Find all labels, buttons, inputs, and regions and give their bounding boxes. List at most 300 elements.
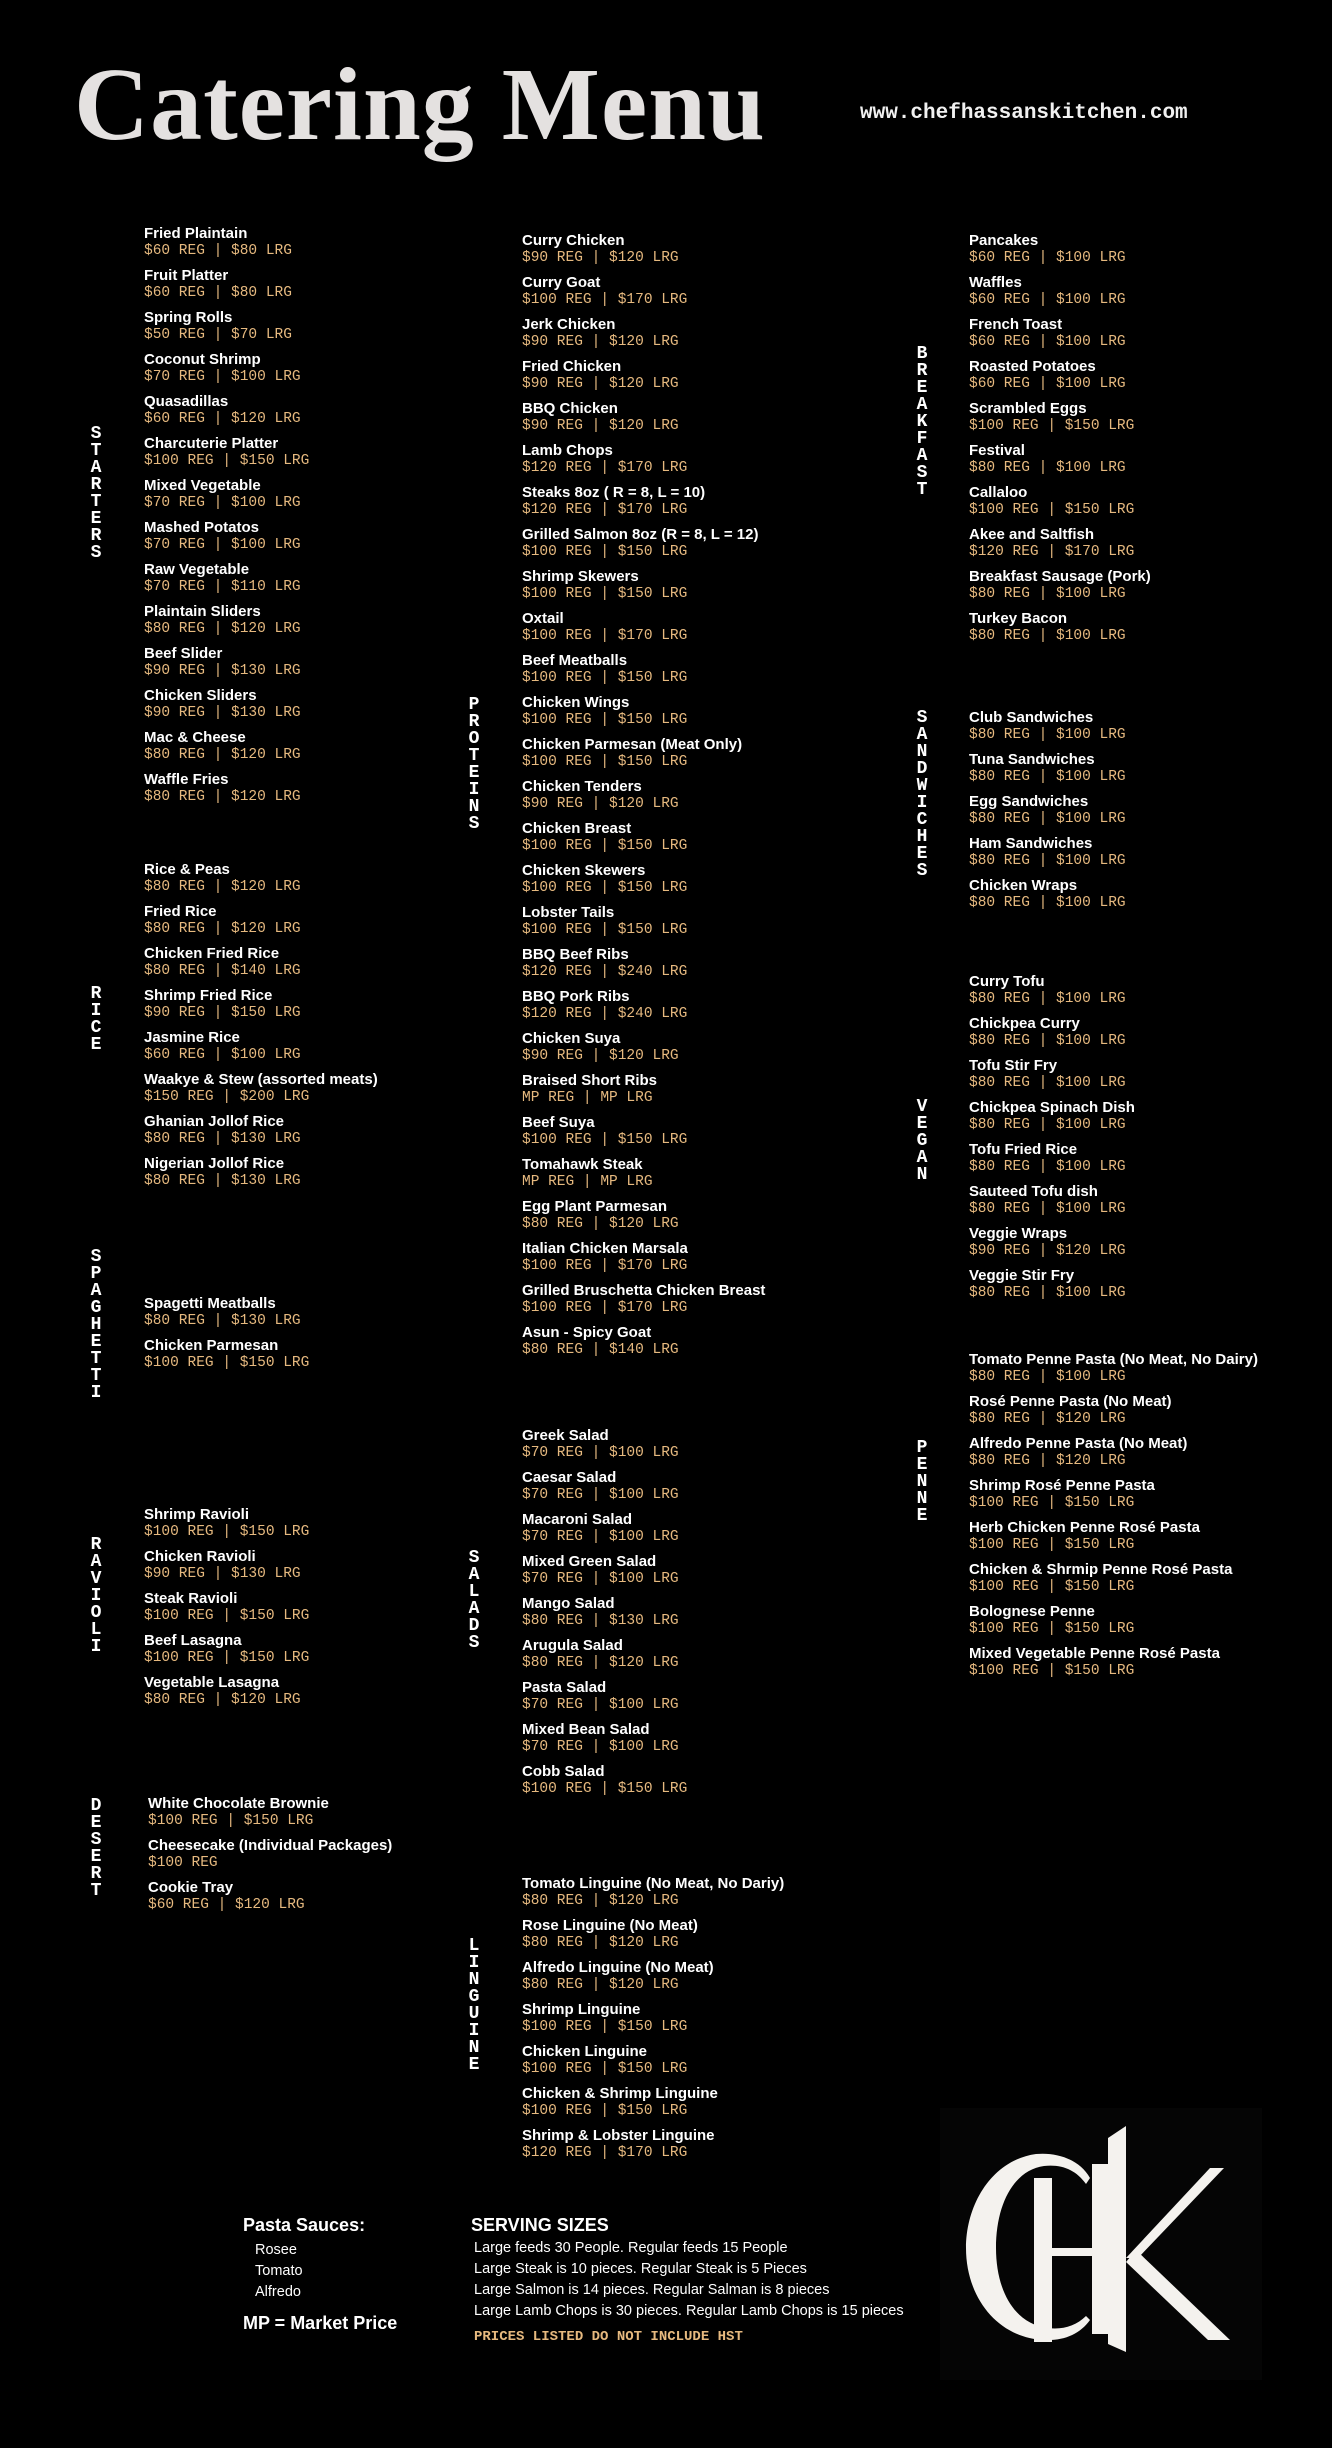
section-label-letter: T [90,492,102,512]
menu-item [148,1837,392,1879]
section-label-rice [86,985,106,1053]
menu-item [522,862,765,904]
menu-item-price: $100 REG | $150 LRG [522,2061,688,2077]
menu-item [522,1156,765,1198]
section-label-letter: G [90,1298,102,1318]
menu-item-price: $80 REG | $100 LRG [969,727,1126,743]
section-label-letter: A [468,1599,480,1619]
menu-item [522,1511,687,1553]
menu-item-name: Ghanian Jollof Rice [144,1113,285,1130]
menu-item-price: $100 REG | $150 LRG [522,922,688,938]
menu-item [144,1029,378,1071]
menu-item [522,1917,784,1959]
menu-item-name: Ham Sandwiches [969,835,1093,852]
menu-item-price: $60 REG | $100 LRG [144,1047,301,1063]
section-label-letter: D [468,1616,480,1636]
menu-item-name: Chicken Breast [522,820,632,837]
section-label-letter: V [90,1569,102,1589]
section-label-letter: L [468,1936,480,1956]
section-label-letter: E [916,844,928,864]
menu-item-name: Tomato Penne Pasta (No Meat, No Dairy) [969,1351,1258,1368]
menu-item-price: $100 REG | $150 LRG [969,418,1135,434]
section-label-letter: N [916,742,928,762]
section-label-letter: T [916,480,928,500]
section-label-letter: D [916,759,928,779]
menu-item-name: Italian Chicken Marsala [522,1240,688,1257]
section-label-letter: N [468,797,480,817]
menu-item [969,1393,1258,1435]
menu-item-price: $120 REG | $170 LRG [522,502,688,518]
menu-item-price: $100 REG | $150 LRG [522,2019,688,2035]
menu-item-price: $60 REG | $80 LRG [144,243,292,259]
menu-item [969,751,1126,793]
menu-item-name: Cobb Salad [522,1763,605,1780]
menu-item [969,1057,1135,1099]
section-label-letter: A [916,395,928,415]
menu-item-price: $80 REG | $120 LRG [144,747,301,763]
menu-item-name: Asun - Spicy Goat [522,1324,652,1341]
menu-item-name: Mixed Vegetable [144,477,261,494]
menu-item [522,1553,687,1595]
menu-item-name: Shrimp Skewers [522,568,639,585]
menu-item-name: Macaroni Salad [522,1511,633,1528]
menu-item-price: $90 REG | $120 LRG [522,376,679,392]
menu-item [144,1674,309,1716]
menu-item [522,778,765,820]
section-label-letter: T [90,1366,102,1386]
menu-item [144,519,309,561]
menu-item-name: Braised Short Ribs [522,1072,658,1089]
menu-item [969,1645,1258,1687]
section-label-letter: H [916,827,928,847]
menu-item-name: Quasadillas [144,393,229,410]
menu-item [969,358,1151,400]
menu-item [144,309,309,351]
serving-size-line: Large Salmon is 14 pieces. Regular Salman is 8 pieces [474,2282,830,2298]
menu-item-name: White Chocolate Brownie [148,1795,329,1812]
menu-item-name: Spring Rolls [144,309,233,326]
menu-item [144,351,309,393]
menu-item-name: Pasta Salad [522,1679,607,1696]
menu-item [522,232,765,274]
section-label-letter: E [916,378,928,398]
section-label-linguine [464,1937,484,2073]
menu-item-price: $80 REG | $120 LRG [522,1977,679,1993]
menu-item-price: $80 REG | $130 LRG [522,1613,679,1629]
menu-item [969,1519,1258,1561]
menu-item-price: $80 REG | $100 LRG [969,1033,1126,1049]
menu-item-name: Fried Plaintain [144,225,248,242]
menu-item-name: Tomahawk Steak [522,1156,643,1173]
menu-item [522,652,765,694]
menu-item-price: $90 REG | $120 LRG [522,334,679,350]
menu-item-name: Mango Salad [522,1595,615,1612]
menu-item [969,709,1126,751]
menu-item-price: $80 REG | $120 LRG [144,921,301,937]
menu-item-name: Akee and Saltfish [969,526,1095,543]
menu-item [522,610,765,652]
menu-item-price: $100 REG | $170 LRG [522,292,688,308]
menu-item-price: $90 REG | $150 LRG [144,1005,301,1021]
menu-item [969,610,1151,652]
menu-item-name: Shrimp Rosé Penne Pasta [969,1477,1155,1494]
section-label-letter: S [90,424,102,444]
menu-item [522,1030,765,1072]
menu-item [522,988,765,1030]
menu-item-price: $100 REG | $150 LRG [144,1650,310,1666]
menu-item-price: $60 REG | $80 LRG [144,285,292,301]
chk-monogram-logo [940,2108,1262,2380]
menu-item-name: Egg Plant Parmesan [522,1198,668,1215]
pasta-sauce: Alfredo [255,2284,301,2300]
menu-item-name: BBQ Beef Ribs [522,946,629,963]
menu-item [522,736,765,778]
section-label-letter: I [468,1953,480,1973]
menu-item-price: $90 REG | $120 LRG [522,1048,679,1064]
menu-item-price: $70 REG | $100 LRG [144,537,301,553]
menu-item-name: Chicken Parmesan [144,1337,279,1354]
menu-item-name: Spagetti Meatballs [144,1295,276,1312]
section-items-salads [522,1427,687,1805]
menu-item [969,1141,1135,1183]
menu-item-name: Pancakes [969,232,1039,249]
section-label-letter: I [916,793,928,813]
section-items-proteins [522,232,765,1366]
serving-size-line: Large Steak is 10 pieces. Regular Steak is 5 Pieces [474,2261,807,2277]
section-label-letter: R [90,475,102,495]
menu-item-name: Mac & Cheese [144,729,246,746]
menu-item-price: $100 REG | $150 LRG [522,586,688,602]
menu-item [969,877,1126,919]
section-label-letter: F [916,429,928,449]
section-label-letter: N [916,1472,928,1492]
menu-item-name: Breakfast Sausage (Pork) [969,568,1151,585]
section-label-letter: T [90,441,102,461]
menu-item-name: Chicken Fried Rice [144,945,280,962]
menu-item-price: $70 REG | $100 LRG [144,369,301,385]
menu-item-price: $120 REG | $170 LRG [969,544,1135,560]
menu-item-name: Arugula Salad [522,1637,623,1654]
menu-item-name: Caesar Salad [522,1469,617,1486]
menu-item-price: $100 REG | $150 LRG [969,1663,1135,1679]
menu-item-price: $70 REG | $100 LRG [522,1697,679,1713]
menu-item-price: $60 REG | $120 LRG [144,411,301,427]
menu-item-name: Tomato Linguine (No Meat, No Dariy) [522,1875,785,1892]
menu-item [969,1225,1135,1267]
menu-item-name: Shrimp Ravioli [144,1506,250,1523]
menu-item-name: Scrambled Eggs [969,400,1087,417]
menu-item [522,274,765,316]
menu-item-price: $60 REG | $100 LRG [969,250,1126,266]
menu-item-price: $120 REG | $170 LRG [522,2145,688,2161]
menu-item-price: $100 REG | $150 LRG [522,712,688,728]
menu-item [144,645,309,687]
menu-item-price: $100 REG | $150 LRG [522,880,688,896]
menu-item [522,1240,765,1282]
pasta-sauce: Tomato [255,2263,303,2279]
section-label-letter: E [916,1506,928,1526]
menu-item-price: $80 REG | $130 LRG [144,1173,301,1189]
menu-item-price: $80 REG | $100 LRG [969,586,1126,602]
section-label-letter: T [90,1881,102,1901]
menu-item-price: $70 REG | $100 LRG [522,1571,679,1587]
menu-item [522,1072,765,1114]
section-label-spaghetti [86,1248,106,1401]
menu-item-price: $60 REG | $100 LRG [969,292,1126,308]
menu-item-price: $90 REG | $130 LRG [144,1566,301,1582]
menu-item [522,904,765,946]
menu-item-price: $80 REG | $100 LRG [969,1201,1126,1217]
menu-item-name: Lamb Chops [522,442,613,459]
menu-item [144,1590,309,1632]
menu-item-name: Mixed Vegetable Penne Rosé Pasta [969,1645,1220,1662]
menu-item-name: Curry Chicken [522,232,625,249]
section-label-letter: R [90,526,102,546]
menu-item-name: Bolognese Penne [969,1603,1095,1620]
section-items-penne [969,1351,1258,1687]
section-label-letter: R [90,1864,102,1884]
section-label-letter: G [468,1987,480,2007]
section-label-salads [464,1549,484,1651]
menu-item-name: Steak Ravioli [144,1590,238,1607]
menu-item [522,1959,784,2001]
menu-item-price: $120 REG | $170 LRG [522,460,688,476]
menu-item [969,400,1151,442]
serving-sizes-heading: SERVING SIZES [471,2215,609,2235]
section-label-letter: T [90,1349,102,1369]
menu-item [144,603,309,645]
menu-item-name: Mixed Bean Salad [522,1721,650,1738]
menu-item-price: $90 REG | $130 LRG [144,663,301,679]
menu-item [969,1477,1258,1519]
menu-item [144,1295,309,1337]
menu-item [144,477,309,519]
menu-item [144,225,309,267]
menu-item-name: Egg Sandwiches [969,793,1089,810]
section-label-vegan [912,1098,932,1183]
menu-item-price: $100 REG | $150 LRG [522,1132,688,1148]
section-label-letter: G [916,1131,928,1151]
section-label-ravioli [86,1536,106,1655]
menu-item-price: $100 REG [148,1855,218,1871]
menu-item-name: Chicken Ravioli [144,1548,256,1565]
section-label-letter: L [468,1582,480,1602]
menu-item-price: $80 REG | $100 LRG [969,1159,1126,1175]
section-label-letter: E [468,763,480,783]
menu-item [522,1595,687,1637]
menu-item-price: $80 REG | $100 LRG [969,1369,1126,1385]
section-label-letter: O [468,729,480,749]
menu-item [522,1875,784,1917]
menu-item [522,484,765,526]
menu-item-price: $100 REG | $170 LRG [522,1258,688,1274]
menu-item-name: Fried Rice [144,903,217,920]
menu-item-name: Waffles [969,274,1022,291]
menu-item [522,442,765,484]
menu-item [144,1113,378,1155]
menu-item-name: Chicken Wings [522,694,630,711]
menu-item-name: Waakye & Stew (assorted meats) [144,1071,378,1088]
menu-item-name: Nigerian Jollof Rice [144,1155,285,1172]
menu-item [522,358,765,400]
section-label-letter: T [468,746,480,766]
section-label-letter: I [90,1001,102,1021]
section-label-letter: N [916,1165,928,1185]
menu-item-price: $80 REG | $130 LRG [144,1313,301,1329]
menu-item-price: $90 REG | $120 LRG [522,418,679,434]
section-items-ravioli [144,1506,309,1716]
section-label-letter: R [90,984,102,1004]
menu-item-name: Shrimp & Lobster Linguine [522,2127,715,2144]
section-items-breakfast [969,232,1151,652]
menu-item [522,400,765,442]
menu-item-name: Grilled Salmon 8oz (R = 8, L = 12) [522,526,759,543]
menu-item-price: $100 REG | $150 LRG [522,838,688,854]
section-label-letter: V [916,1097,928,1117]
menu-item-price: $70 REG | $100 LRG [522,1529,679,1545]
pasta-sauces-list [255,2240,303,2303]
menu-item [969,1183,1135,1225]
menu-item [522,526,765,568]
menu-item [148,1795,392,1837]
menu-item-name: Alfredo Linguine (No Meat) [522,1959,714,1976]
hst-note: PRICES LISTED DO NOT INCLUDE HST [474,2329,743,2345]
menu-item [522,1637,687,1679]
menu-item-name: Chicken Parmesan (Meat Only) [522,736,743,753]
menu-item-price: $80 REG | $120 LRG [969,1411,1126,1427]
section-label-letter: A [90,1281,102,1301]
section-label-letter: R [468,712,480,732]
section-label-letter: U [468,2004,480,2024]
menu-item [522,1469,687,1511]
menu-item-name: Chicken Wraps [969,877,1078,894]
menu-item-name: Cookie Tray [148,1879,234,1896]
menu-item-name: Charcuterie Platter [144,435,279,452]
menu-item-price: $60 REG | $100 LRG [969,334,1126,350]
section-label-letter: S [916,708,928,728]
section-items-vegan [969,973,1135,1309]
menu-item-name: Rice & Peas [144,861,230,878]
menu-item-price: $80 REG | $100 LRG [969,1075,1126,1091]
section-label-letter: R [916,361,928,381]
menu-item [522,1282,765,1324]
website-url[interactable]: www.chefhassanskitchen.com [860,102,1188,125]
menu-item-name: Turkey Bacon [969,610,1068,627]
menu-item [522,1679,687,1721]
menu-item-price: $80 REG | $100 LRG [969,769,1126,785]
menu-item-name: Jerk Chicken [522,316,616,333]
section-label-letter: S [90,543,102,563]
menu-item [969,316,1151,358]
section-label-letter: A [468,1565,480,1585]
menu-item [144,267,309,309]
menu-item-price: MP REG | MP LRG [522,1174,653,1190]
section-label-letter: E [916,1455,928,1475]
menu-item-name: Greek Salad [522,1427,609,1444]
menu-item [522,2001,784,2043]
section-label-letter: S [916,463,928,483]
menu-item [969,484,1151,526]
menu-item-name: Sauteed Tofu dish [969,1183,1098,1200]
menu-item [969,793,1126,835]
menu-item-name: Roasted Potatoes [969,358,1096,375]
menu-item-price: $70 REG | $110 LRG [144,579,301,595]
pasta-sauces-heading: Pasta Sauces: [243,2215,366,2235]
menu-item-price: $120 REG | $240 LRG [522,1006,688,1022]
section-label-letter: P [90,1264,102,1284]
menu-item [969,1099,1135,1141]
section-label-letter: L [90,1620,102,1640]
menu-item-name: Herb Chicken Penne Rosé Pasta [969,1519,1200,1536]
menu-item [969,232,1151,274]
menu-item-name: Chicken Linguine [522,2043,648,2060]
menu-item-price: $60 REG | $100 LRG [969,376,1126,392]
menu-item-price: $80 REG | $120 LRG [969,1453,1126,1469]
menu-item-name: Oxtail [522,610,564,627]
section-label-letter: N [468,2038,480,2058]
menu-item-name: Beef Suya [522,1114,595,1131]
menu-item-name: Tofu Stir Fry [969,1057,1058,1074]
menu-item-price: $50 REG | $70 LRG [144,327,292,343]
menu-item [144,1632,309,1674]
menu-item-price: $100 REG | $150 LRG [144,453,310,469]
menu-item-price: $80 REG | $120 LRG [522,1935,679,1951]
section-label-letter: S [90,1830,102,1850]
menu-item-name: Rose Linguine (No Meat) [522,1917,698,1934]
menu-item-name: Steaks 8oz ( R = 8, L = 10) [522,484,706,501]
menu-item [522,568,765,610]
menu-item [144,945,378,987]
menu-item-name: Fruit Platter [144,267,229,284]
menu-item-name: Chicken Suya [522,1030,621,1047]
section-label-letter: P [468,695,480,715]
menu-item-price: $120 REG | $240 LRG [522,964,688,980]
section-items-desert [148,1795,392,1921]
section-label-letter: I [90,1383,102,1403]
menu-item-price: $80 REG | $100 LRG [969,1117,1126,1133]
menu-item [144,687,309,729]
pasta-sauce: Rosee [255,2242,297,2258]
menu-item [969,1015,1135,1057]
chk-logo-icon [940,2108,1262,2380]
menu-item [144,1548,309,1590]
section-label-letter: W [916,776,928,796]
menu-item [969,973,1135,1015]
menu-item-name: Fried Chicken [522,358,622,375]
menu-item-name: BBQ Chicken [522,400,618,417]
menu-item-price: $100 REG | $150 LRG [522,670,688,686]
section-label-letter: A [916,725,928,745]
section-label-letter: K [916,412,928,432]
menu-item-name: BBQ Pork Ribs [522,988,630,1005]
section-label-letter: B [916,344,928,364]
menu-item-name: Cheesecake (Individual Packages) [148,1837,393,1854]
menu-item [144,729,309,771]
menu-item [522,820,765,862]
menu-item-price: $100 REG | $150 LRG [148,1813,314,1829]
menu-item-price: $150 REG | $200 LRG [144,1089,310,1105]
menu-item-price: $80 REG | $100 LRG [969,991,1126,1007]
serving-sizes-list [474,2238,904,2322]
menu-item [969,835,1126,877]
menu-item-price: $70 REG | $100 LRG [522,1739,679,1755]
section-items-linguine [522,1875,784,2169]
section-items-starters [144,225,309,813]
menu-item [969,1267,1135,1309]
section-label-letter: A [916,1148,928,1168]
section-label-letter: C [916,810,928,830]
menu-item-price: $80 REG | $120 LRG [144,621,301,637]
